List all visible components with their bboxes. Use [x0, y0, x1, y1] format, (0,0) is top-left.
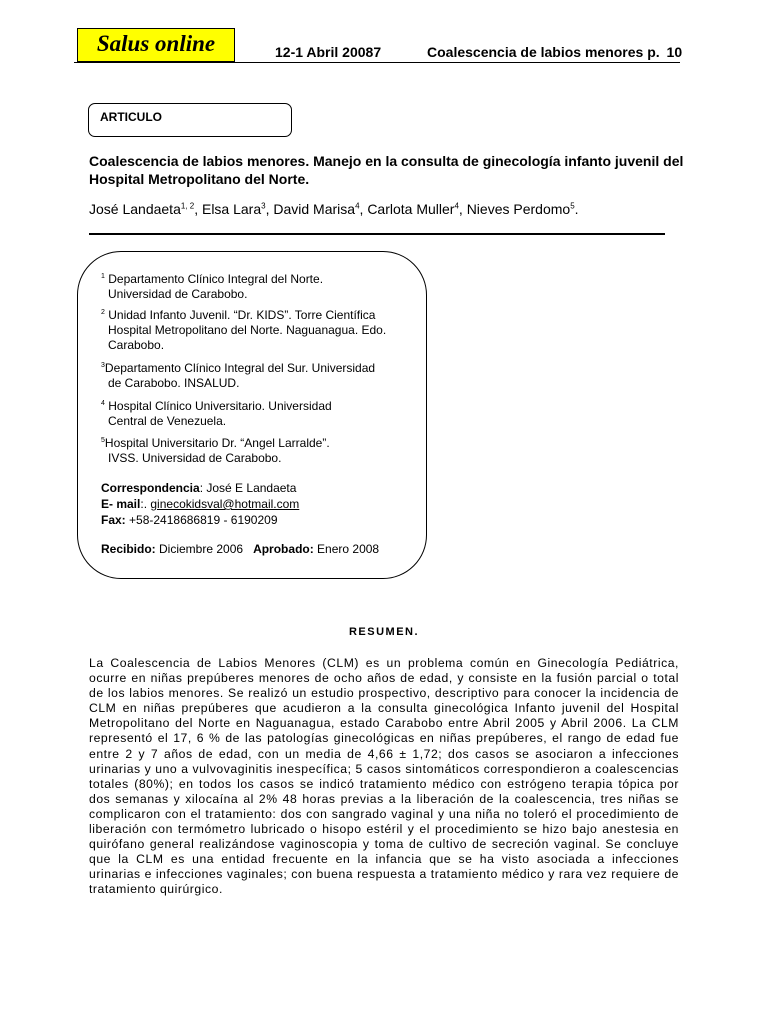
email-link[interactable]: ginecokidsval@hotmail.com [150, 497, 300, 511]
affiliation-4: $^4$ Hospital Clínico Universitario. Universidad Central de Venezuela. [101, 399, 332, 428]
correspondence: Correspondencia: José E Landaeta [101, 481, 297, 495]
journal-logo [77, 28, 235, 62]
affiliation-5: $^5$Hospital Universitario Dr. “Angel Larralde”. IVSS. Universidad de Carabobo. [101, 436, 330, 465]
section-label-box [88, 103, 292, 137]
author: Elsa Lara$^3$, [201, 201, 274, 217]
section-label: ARTICULO [100, 110, 162, 124]
journal-logo-text: Salus online [96, 31, 216, 56]
running-title [427, 44, 682, 60]
author-divider [89, 233, 665, 235]
header-divider [74, 62, 680, 63]
running-title-text: Coalescencia de labios menores p. [427, 44, 660, 60]
article-title: Coalescencia de labios menores. Manejo en la consulta de ginecología infanto juvenil del Hospital Metropolitano del Norte. [89, 153, 684, 187]
author: José Landaeta$^{1, 2}$, [89, 201, 202, 217]
author: David Marisa$^4$, [273, 201, 368, 217]
correspondence-email: E- mail:. ginecokidsval@hotmail.com [101, 497, 300, 511]
affiliation-1: $^1$ Departamento Clínico Integral del Norte. Universidad de Carabobo. [101, 272, 324, 301]
author-list [89, 201, 579, 217]
author: Nieves Perdomo$^5$. [466, 201, 579, 217]
issue-date: 12-1 Abril 20087 [275, 44, 382, 60]
author: Carlota Muller$^4$, [367, 201, 467, 217]
affiliation-2: $^2$ Unidad Infanto Juvenil. “Dr. KIDS”. Torre Científica Hospital Metropolitano del Norte. Naguanagua. Edo. Carabobo. [101, 308, 387, 352]
abstract-body: La Coalescencia de Labios Menores (CLM) es un problema común en Ginecología Pediátrica, ocurre en niñas prepúberes menores de ocho años de edad, y consiste en la fusión parcial o total de los labios menores. Se realizó un estudio prospectivo, descriptivo para conocer la incidencia de CLM en niñas prepúberes que acudieron a la consulta ginecológica Infanto juvenil del Hospital Metropolitano del Norte en Naguanagua, estado Carabobo entre Abril 2005 y Abril 2006. La CLM representó el 17, 6 % de las patologías ginecológicas en niñas prepúberes, el rango de edad fue entre 2 y 7 años de edad, con un media de 4,66 ± 1,72; dos casos se asociaron a infecciones urinarias y uno a vulvovaginitis inespecífica; 5 casos sintomáticos correspondieron a coalescencias totales (80%); en todos los casos se indicó tratamiento médico con estrógeno terapia tópica por dos semanas y xilocaína al 2% 48 horas previas a la liberación de la coalescencia, tres niñas se complicaron con el tratamiento: dos con sangrado vaginal y una niña no toleró el procedimiento de liberación con termómetro lubricado o hisopo estéril y el procedimiento se hizo bajo anestesia en quirófano general realizándose vaginoscopia y toma de cultivo de secreción vaginal. Se concluye que la CLM es una entidad frecuente en la infancia que se ha visto asociada a infecciones urinarias e infecciones vaginales; con buena respuesta a tratamiento médico y rara vez requiere de tratamiento quirúrgico. [89, 656, 679, 897]
submission-dates: Recibido: Diciembre 2006 Aprobado: Enero 2008 [101, 542, 380, 556]
abstract-heading: RESUMEN. [348, 626, 420, 638]
page-number: 10 [666, 44, 683, 60]
affiliation-3: $^3$Departamento Clínico Integral del Sur. Universidad de Carabobo. INSALUD. [101, 361, 376, 390]
correspondence-fax: Fax: +58-2418686819 - 6190209 [101, 513, 278, 527]
